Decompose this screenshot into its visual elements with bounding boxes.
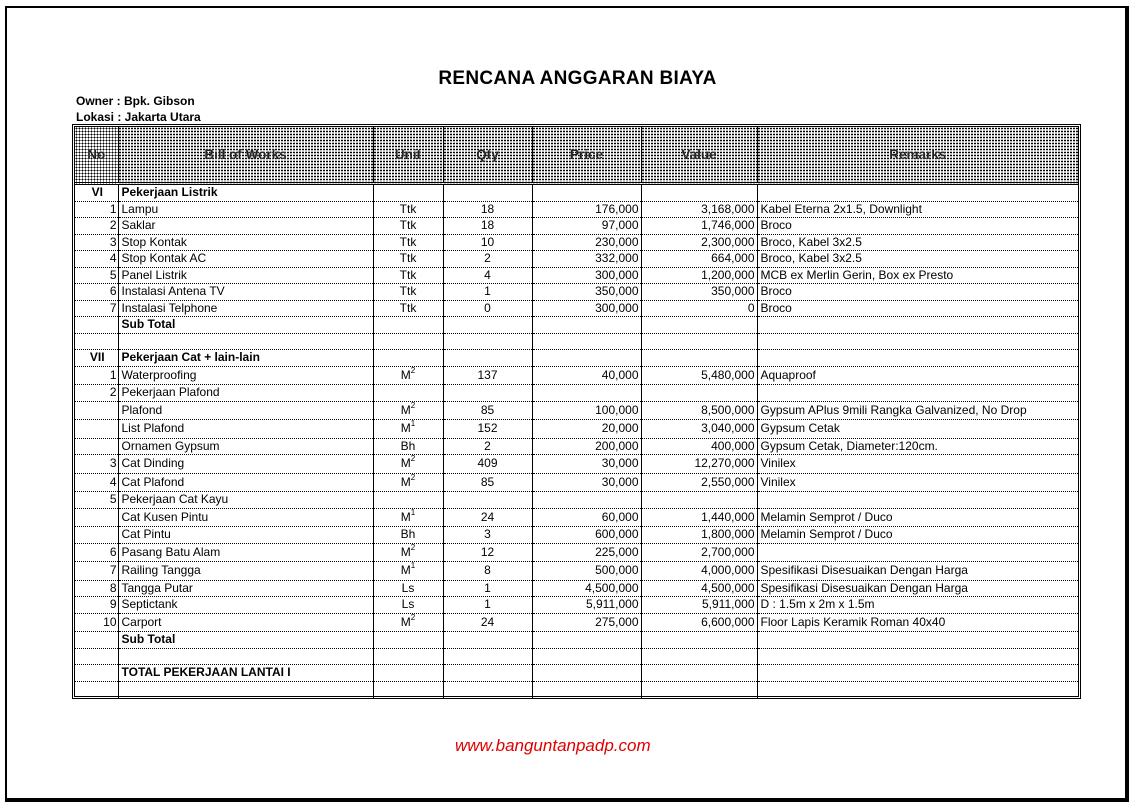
cell-bill-of-works: Ornamen Gypsum <box>118 438 373 455</box>
cell-qty <box>443 492 532 509</box>
cell-unit <box>373 632 443 649</box>
cell-remarks: Melamin Semprot / Duco <box>757 527 1078 544</box>
cell-price: 100,000 <box>532 401 641 420</box>
cell-unit: $M^2$ <box>373 366 443 385</box>
table-row <box>75 317 1078 334</box>
cell-bill-of-works: Stop Kontak <box>118 234 373 251</box>
cell-unit: Bh <box>373 527 443 544</box>
cell-remarks <box>757 333 1078 350</box>
cell-price: 60,000 <box>532 508 641 527</box>
cell-bill-of-works <box>118 648 373 665</box>
cell-value: 1,800,000 <box>641 527 757 544</box>
table-row <box>75 267 1078 284</box>
cell-qty <box>443 317 532 334</box>
cell-no: VII <box>75 350 118 367</box>
table-row <box>75 473 1078 492</box>
table-row <box>75 284 1078 301</box>
cell-unit: $M^1$ <box>373 420 443 439</box>
cell-price: 200,000 <box>532 438 641 455</box>
cell-unit <box>373 648 443 665</box>
cell-bill-of-works: Instalasi Antena TV <box>118 284 373 301</box>
table-row <box>75 300 1078 317</box>
cell-remarks <box>757 385 1078 402</box>
table-row <box>75 648 1078 665</box>
cell-remarks: Gypsum Cetak, Diameter:120cm. <box>757 438 1078 455</box>
header-unit: Unit <box>373 127 443 184</box>
cell-qty: 137 <box>443 366 532 385</box>
cell-bill-of-works: Tangga Putar <box>118 580 373 597</box>
cell-price <box>532 333 641 350</box>
unit-superscript: 1 <box>410 419 416 429</box>
cell-remarks <box>757 317 1078 334</box>
cell-value <box>641 492 757 509</box>
cell-remarks: Aquaproof <box>757 366 1078 385</box>
cell-value: 8,500,000 <box>641 401 757 420</box>
section-row <box>75 184 1078 202</box>
cell-price: 176,000 <box>532 201 641 218</box>
cell-value <box>641 632 757 649</box>
cell-qty: 1 <box>443 597 532 614</box>
cell-unit: Bh <box>373 438 443 455</box>
cell-remarks <box>757 492 1078 509</box>
cell-price <box>532 648 641 665</box>
cell-no <box>75 681 118 698</box>
cell-bill-of-works: Cat Dinding <box>118 455 373 474</box>
cell-price: 350,000 <box>532 284 641 301</box>
cell-remarks <box>757 665 1078 682</box>
unit-superscript: 2 <box>410 366 416 375</box>
document-title: RENCANA ANGGARAN BIAYA <box>438 68 717 89</box>
unit-superscript: 2 <box>410 454 416 464</box>
cell-qty <box>443 681 532 698</box>
cell-remarks <box>757 184 1078 202</box>
table-row <box>75 508 1078 527</box>
cell-no: 3 <box>75 455 118 474</box>
cell-price <box>532 665 641 682</box>
cell-remarks <box>757 632 1078 649</box>
cell-qty: 18 <box>443 218 532 235</box>
cell-no: 7 <box>75 562 118 581</box>
cell-no <box>75 665 118 682</box>
cell-price <box>532 681 641 698</box>
cell-value: 5,911,000 <box>641 597 757 614</box>
cell-bill-of-works: Railing Tangga <box>118 562 373 581</box>
cell-no: 4 <box>75 473 118 492</box>
cell-no: 5 <box>75 267 118 284</box>
cell-no: 1 <box>75 366 118 385</box>
cell-value <box>641 350 757 367</box>
cell-remarks: Broco <box>757 300 1078 317</box>
table-row <box>75 438 1078 455</box>
cell-remarks <box>757 648 1078 665</box>
cell-remarks: D : 1.5m x 2m x 1.5m <box>757 597 1078 614</box>
cell-remarks: MCB ex Merlin Gerin, Box ex Presto <box>757 267 1078 284</box>
cell-no: 5 <box>75 492 118 509</box>
cell-qty: 1 <box>443 284 532 301</box>
table-row <box>75 218 1078 235</box>
cell-remarks <box>757 350 1078 367</box>
cell-value: 1,200,000 <box>641 267 757 284</box>
cell-qty: 2 <box>443 251 532 268</box>
cell-remarks: Floor Lapis Keramik Roman 40x40 <box>757 613 1078 632</box>
cell-value <box>641 681 757 698</box>
cell-unit: Ttk <box>373 284 443 301</box>
cell-value <box>641 184 757 202</box>
cell-remarks <box>757 681 1078 698</box>
cell-qty: 152 <box>443 420 532 439</box>
cell-remarks: Gypsum Cetak <box>757 420 1078 439</box>
cell-bill-of-works: Saklar <box>118 218 373 235</box>
cell-qty <box>443 665 532 682</box>
cell-bill-of-works: Sub Total <box>118 317 373 334</box>
cell-no: 7 <box>75 300 118 317</box>
cell-qty: 409 <box>443 455 532 474</box>
cell-bill-of-works: List Plafond <box>118 420 373 439</box>
cell-remarks: Melamin Semprot / Duco <box>757 508 1078 527</box>
table-row <box>75 681 1078 698</box>
cell-unit <box>373 184 443 202</box>
cell-remarks: Vinilex <box>757 455 1078 474</box>
cell-bill-of-works: Waterproofing <box>118 366 373 385</box>
cell-value: 6,600,000 <box>641 613 757 632</box>
cell-unit: $M^1$ <box>373 508 443 527</box>
cell-qty: 12 <box>443 543 532 562</box>
cell-no <box>75 317 118 334</box>
table-row <box>75 385 1078 402</box>
cell-value <box>641 333 757 350</box>
cell-value <box>641 317 757 334</box>
table-row <box>75 401 1078 420</box>
table-row <box>75 234 1078 251</box>
cell-value: 4,500,000 <box>641 580 757 597</box>
cell-remarks: Broco <box>757 284 1078 301</box>
cell-value: 350,000 <box>641 284 757 301</box>
header-no: No <box>75 127 118 184</box>
cell-value: 5,480,000 <box>641 366 757 385</box>
cell-bill-of-works: Septictank <box>118 597 373 614</box>
unit-superscript: 1 <box>410 508 416 517</box>
table-row <box>75 251 1078 268</box>
cell-no <box>75 438 118 455</box>
unit-superscript: 2 <box>410 401 416 410</box>
cell-unit <box>373 317 443 334</box>
cell-qty <box>443 648 532 665</box>
cell-unit: $M^2$ <box>373 455 443 474</box>
cell-qty: 0 <box>443 300 532 317</box>
header-value: Value <box>641 127 757 184</box>
cell-unit <box>373 385 443 402</box>
cell-unit <box>373 333 443 350</box>
cell-price: 332,000 <box>532 251 641 268</box>
cell-unit: Ttk <box>373 234 443 251</box>
cell-price <box>532 632 641 649</box>
cell-bill-of-works: Cat Kusen Pintu <box>118 508 373 527</box>
cell-bill-of-works: Carport <box>118 613 373 632</box>
website-watermark: www.banguntanpadp.com <box>455 736 651 755</box>
cell-qty <box>443 632 532 649</box>
cell-value: 2,300,000 <box>641 234 757 251</box>
cell-remarks: Vinilex <box>757 473 1078 492</box>
cell-bill-of-works: Sub Total <box>118 632 373 649</box>
cell-qty: 24 <box>443 613 532 632</box>
cell-unit <box>373 681 443 698</box>
cell-remarks: Spesifikasi Disesuaikan Dengan Harga <box>757 562 1078 581</box>
cell-qty: 18 <box>443 201 532 218</box>
cell-no: 2 <box>75 385 118 402</box>
cell-qty <box>443 333 532 350</box>
unit-superscript: 2 <box>410 613 416 622</box>
cell-no: VI <box>75 184 118 202</box>
cell-qty: 3 <box>443 527 532 544</box>
cell-bill-of-works: Lampu <box>118 201 373 218</box>
cell-no <box>75 401 118 420</box>
cell-qty <box>443 385 532 402</box>
unit-superscript: 2 <box>410 543 416 552</box>
cell-price: 500,000 <box>532 562 641 581</box>
table-row <box>75 632 1078 649</box>
cell-no: 2 <box>75 218 118 235</box>
cell-qty: 4 <box>443 267 532 284</box>
section-row <box>75 350 1078 367</box>
cell-qty: 85 <box>443 473 532 492</box>
table-row <box>75 562 1078 581</box>
cell-price: 30,000 <box>532 455 641 474</box>
cell-unit: Ttk <box>373 267 443 284</box>
cell-bill-of-works: TOTAL PEKERJAAN LANTAI I <box>118 665 373 682</box>
cell-bill-of-works: Instalasi Telphone <box>118 300 373 317</box>
cell-value: 3,168,000 <box>641 201 757 218</box>
cell-qty: 24 <box>443 508 532 527</box>
cell-bill-of-works: Stop Kontak AC <box>118 251 373 268</box>
cell-no: 9 <box>75 597 118 614</box>
cell-no <box>75 508 118 527</box>
cell-no: 8 <box>75 580 118 597</box>
header-qty: Qty <box>443 127 532 184</box>
cell-remarks: Broco, Kabel 3x2.5 <box>757 234 1078 251</box>
location-label: Lokasi : Jakarta Utara <box>76 110 201 124</box>
header-bill-of-works: Bill of Works <box>118 127 373 184</box>
cell-value: 4,000,000 <box>641 562 757 581</box>
cell-no: 1 <box>75 201 118 218</box>
cell-qty: 10 <box>443 234 532 251</box>
cell-remarks: Kabel Eterna 2x1.5, Downlight <box>757 201 1078 218</box>
cell-no <box>75 420 118 439</box>
cell-bill-of-works: Pekerjaan Plafond <box>118 385 373 402</box>
cell-unit <box>373 665 443 682</box>
cell-value: 2,550,000 <box>641 473 757 492</box>
cell-value: 664,000 <box>641 251 757 268</box>
cell-remarks: Broco <box>757 218 1078 235</box>
table-row <box>75 580 1078 597</box>
cell-remarks: Spesifikasi Disesuaikan Dengan Harga <box>757 580 1078 597</box>
cell-price: 97,000 <box>532 218 641 235</box>
cell-no <box>75 648 118 665</box>
table-row <box>75 613 1078 632</box>
cell-value: 0 <box>641 300 757 317</box>
cell-unit: $M^2$ <box>373 613 443 632</box>
cell-unit: Ttk <box>373 300 443 317</box>
cell-price: 20,000 <box>532 420 641 439</box>
cell-value: 400,000 <box>641 438 757 455</box>
table-row <box>75 455 1078 474</box>
header-price: Price <box>532 127 641 184</box>
budget-table-frame <box>72 124 1081 699</box>
table-row <box>75 665 1078 682</box>
cell-value: 12,270,000 <box>641 455 757 474</box>
cell-bill-of-works: Pekerjaan Cat + lain-lain <box>118 350 373 367</box>
cell-unit: Ls <box>373 580 443 597</box>
cell-qty: 1 <box>443 580 532 597</box>
cell-no: 6 <box>75 284 118 301</box>
cell-price: 300,000 <box>532 300 641 317</box>
table-row <box>75 527 1078 544</box>
cell-bill-of-works: Pekerjaan Cat Kayu <box>118 492 373 509</box>
unit-superscript: 1 <box>410 561 416 571</box>
cell-price <box>532 385 641 402</box>
cell-no <box>75 527 118 544</box>
table-header-row <box>75 127 1078 184</box>
cell-price <box>532 350 641 367</box>
cell-value: 2,700,000 <box>641 543 757 562</box>
cell-bill-of-works: Pekerjaan Listrik <box>118 184 373 202</box>
cell-price: 4,500,000 <box>532 580 641 597</box>
cell-price: 225,000 <box>532 543 641 562</box>
cell-price: 600,000 <box>532 527 641 544</box>
cell-unit: $M^2$ <box>373 473 443 492</box>
cell-price: 230,000 <box>532 234 641 251</box>
cell-price <box>532 492 641 509</box>
cell-price: 5,911,000 <box>532 597 641 614</box>
cell-qty <box>443 184 532 202</box>
cell-qty: 8 <box>443 562 532 581</box>
cell-value: 1,440,000 <box>641 508 757 527</box>
cell-bill-of-works: Plafond <box>118 401 373 420</box>
cell-no: 10 <box>75 613 118 632</box>
cell-unit: Ttk <box>373 251 443 268</box>
header-remarks: Remarks <box>757 127 1078 184</box>
table-row <box>75 366 1078 385</box>
cell-value <box>641 665 757 682</box>
cell-price: 300,000 <box>532 267 641 284</box>
cell-price: 275,000 <box>532 613 641 632</box>
cell-price: 40,000 <box>532 366 641 385</box>
budget-table <box>75 127 1078 698</box>
cell-unit: $M^2$ <box>373 401 443 420</box>
cell-price <box>532 317 641 334</box>
cell-price <box>532 184 641 202</box>
cell-value: 3,040,000 <box>641 420 757 439</box>
cell-remarks: Gypsum APlus 9mili Rangka Galvanized, No Drop <box>757 401 1078 420</box>
cell-bill-of-works: Pasang Batu Alam <box>118 543 373 562</box>
cell-no <box>75 632 118 649</box>
cell-bill-of-works <box>118 681 373 698</box>
cell-remarks: Broco, Kabel 3x2.5 <box>757 251 1078 268</box>
table-row <box>75 333 1078 350</box>
cell-unit: Ls <box>373 597 443 614</box>
cell-unit: $M^1$ <box>373 562 443 581</box>
cell-bill-of-works: Cat Plafond <box>118 473 373 492</box>
cell-qty <box>443 350 532 367</box>
cell-unit <box>373 350 443 367</box>
cell-bill-of-works <box>118 333 373 350</box>
table-row <box>75 543 1078 562</box>
cell-qty: 2 <box>443 438 532 455</box>
cell-unit: $M^2$ <box>373 543 443 562</box>
cell-unit <box>373 492 443 509</box>
owner-label: Owner : Bpk. Gibson <box>76 94 195 108</box>
table-row <box>75 492 1078 509</box>
cell-no: 3 <box>75 234 118 251</box>
cell-no: 6 <box>75 543 118 562</box>
table-row <box>75 420 1078 439</box>
table-row <box>75 201 1078 218</box>
cell-bill-of-works: Cat Pintu <box>118 527 373 544</box>
cell-value <box>641 648 757 665</box>
cell-remarks <box>757 543 1078 562</box>
cell-qty: 85 <box>443 401 532 420</box>
cell-price: 30,000 <box>532 473 641 492</box>
cell-value <box>641 385 757 402</box>
cell-no <box>75 333 118 350</box>
table-body <box>75 184 1078 698</box>
table-row <box>75 597 1078 614</box>
cell-value: 1,746,000 <box>641 218 757 235</box>
cell-bill-of-works: Panel Listrik <box>118 267 373 284</box>
cell-unit: Ttk <box>373 218 443 235</box>
cell-no: 4 <box>75 251 118 268</box>
unit-superscript: 2 <box>410 473 416 482</box>
cell-unit: Ttk <box>373 201 443 218</box>
